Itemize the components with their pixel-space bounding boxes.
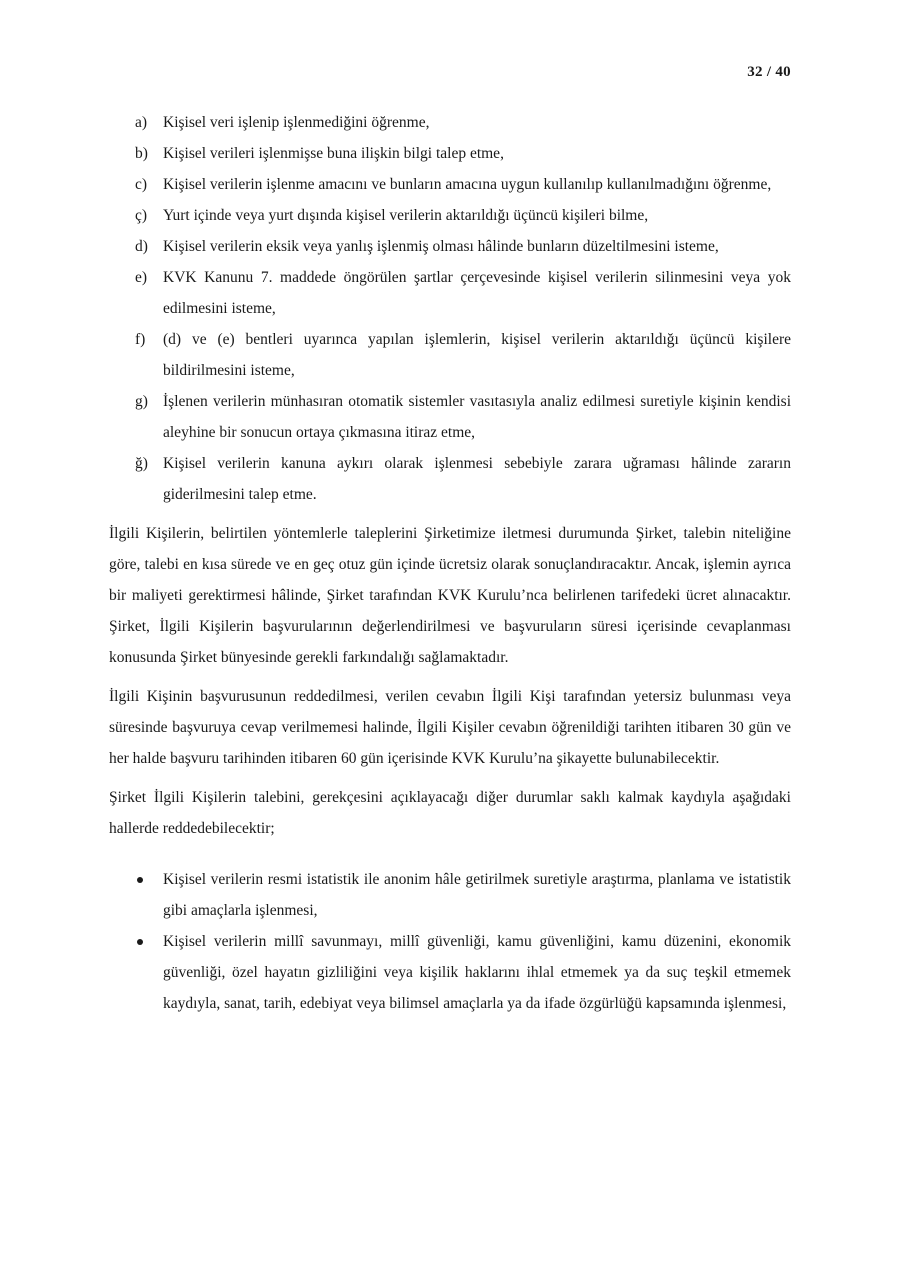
- list-marker: b): [135, 145, 148, 162]
- list-item: [109, 169, 791, 200]
- list-item: [109, 448, 791, 510]
- list-item: [109, 200, 791, 231]
- list-marker: a): [135, 114, 148, 131]
- page-number: 32 / 40: [747, 64, 791, 80]
- list-marker: e): [135, 269, 148, 286]
- bullet-icon: [137, 939, 143, 945]
- list-marker: d): [135, 238, 148, 255]
- rights-list: [109, 107, 791, 510]
- list-item-text: Yurt içinde veya yurt dışında kişisel verilerin aktarıldığı üçüncü kişileri bilme,: [163, 207, 649, 224]
- list-item-text: (d) ve (e) bentleri uyarınca yapılan işlemlerin, kişisel verilerin aktarıldığı üçüncü kişilere bildirilmesini isteme,: [163, 331, 791, 379]
- list-marker: ğ): [135, 455, 148, 472]
- document-body: [109, 107, 791, 1019]
- list-item-text: İşlenen verilerin münhasıran otomatik sistemler vasıtasıyla analiz edilmesi suretiyle kişinin kendisi aleyhine bir sonucun ortaya çıkmasına itiraz etme,: [163, 393, 791, 441]
- bullet-item: [109, 926, 791, 1019]
- list-item-text: Kişisel veri işlenip işlenmediğini öğrenme,: [163, 114, 430, 131]
- bullet-item: [109, 864, 791, 926]
- list-marker: c): [135, 176, 148, 193]
- list-item-text: KVK Kanunu 7. maddede öngörülen şartlar çerçevesinde kişisel verilerin silinmesini veya yok edilmesini isteme,: [163, 269, 791, 317]
- bullet-icon: [137, 877, 143, 883]
- paragraph-response-time: İlgili Kişilerin, belirtilen yöntemlerle taleplerini Şirketimize iletmesi durumunda Şirket, talebin niteliğine göre, talebi en kısa sürede ve en geç otuz gün içinde ücretsiz olarak sonuçlandıracaktır. Ancak, işlemin ayrıca bir maliyeti gerektirmesi hâlinde, Şirket tarafından KVK Kurulu’nca belirlenen tarifedeki ücret alınacaktır. Şirket, İlgili Kişilerin başvurularının değerlendirilmesi ve başvuruların süresi içerisinde cevaplanması konusunda Şirket bünyesinde gerekli farkındalığı sağlamaktadır.: [109, 525, 791, 666]
- list-marker: g): [135, 393, 148, 410]
- paragraph-rejection-intro: Şirket İlgili Kişilerin talebini, gerekçesini açıklayacağı diğer durumlar saklı kalmak kaydıyla aşağıdaki hallerde reddedebilecektir;: [109, 789, 791, 837]
- bullet-text: Kişisel verilerin resmi istatistik ile anonim hâle getirilmek suretiyle araştırma, planlama ve istatistik gibi amaçlarla işlenmesi,: [163, 871, 791, 919]
- list-item: [109, 262, 791, 324]
- list-item-text: Kişisel verilerin işlenme amacını ve bunların amacına uygun kullanılıp kullanılmadığını öğrenme,: [163, 176, 772, 193]
- list-item-text: Kişisel verilerin kanuna aykırı olarak işlenmesi sebebiyle zarara uğraması hâlinde zararın giderilmesini talep etme.: [163, 455, 791, 503]
- paragraph-complaint: İlgili Kişinin başvurusunun reddedilmesi, verilen cevabın İlgili Kişi tarafından yetersiz bulunması veya süresinde başvuruya cevap verilmemesi halinde, İlgili Kişiler cevabın öğrenildiği tarihten itibaren 30 gün ve her halde başvuru tarihinden itibaren 60 gün içerisinde KVK Kurulu’na şikayette bulunabilecektir.: [109, 688, 791, 767]
- list-item: [109, 107, 791, 138]
- list-item: [109, 138, 791, 169]
- rejection-cases-list: [109, 864, 791, 1019]
- list-item-text: Kişisel verilerin eksik veya yanlış işlenmiş olması hâlinde bunların düzeltilmesini isteme,: [163, 238, 719, 255]
- list-item: [109, 324, 791, 386]
- list-marker: ç): [135, 207, 148, 224]
- list-item: [109, 231, 791, 262]
- bullet-text: Kişisel verilerin millî savunmayı, millî güvenliği, kamu güvenliğini, kamu düzenini, ekonomik güvenliği, özel hayatın gizliliğini veya kişilik haklarını ihlal etmemek ya da suç teşkil etmemek kaydıyla, sanat, tarih, edebiyat veya bilimsel amaçlarla ya da ifade özgürlüğü kapsamında işlenmesi,: [163, 933, 791, 1012]
- list-item: [109, 386, 791, 448]
- list-marker: f): [135, 331, 146, 348]
- list-item-text: Kişisel verileri işlenmişse buna ilişkin bilgi talep etme,: [163, 145, 504, 162]
